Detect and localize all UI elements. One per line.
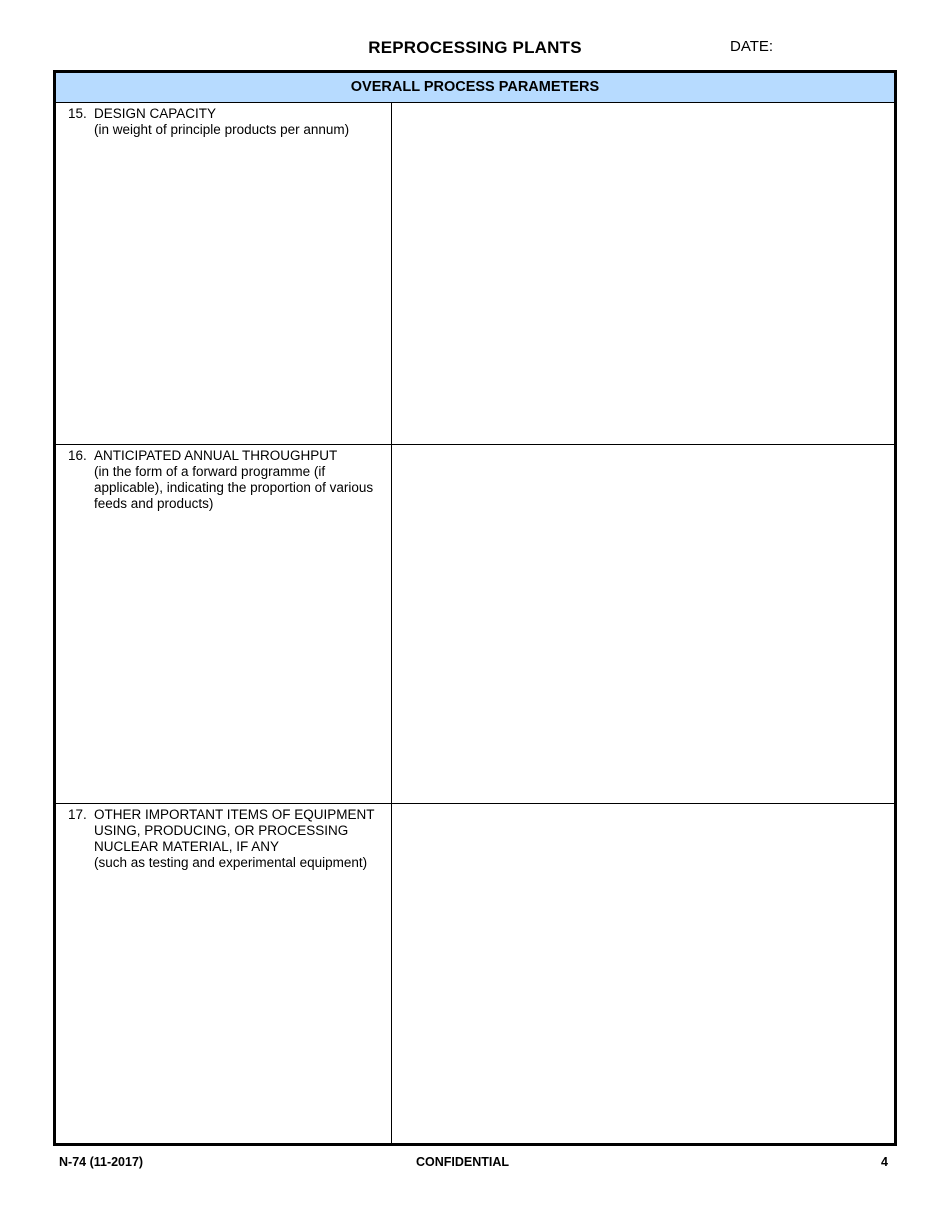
form-row-16 bbox=[56, 445, 894, 804]
item-line: NUCLEAR MATERIAL, IF ANY bbox=[94, 839, 280, 854]
item-label-cell bbox=[56, 804, 392, 1143]
item-label-cell bbox=[56, 103, 392, 444]
item-line: OTHER IMPORTANT ITEMS OF EQUIPMENT bbox=[94, 807, 375, 822]
page-title: REPROCESSING PLANTS bbox=[368, 38, 582, 57]
item-line: ANTICIPATED ANNUAL THROUGHPUT bbox=[94, 448, 338, 463]
form-row-17 bbox=[56, 804, 894, 1143]
process-parameters-table bbox=[53, 70, 897, 1146]
section-header: OVERALL PROCESS PARAMETERS bbox=[56, 73, 894, 103]
other-equipment-answer-field[interactable] bbox=[392, 804, 894, 1143]
item-line: USING, PRODUCING, OR PROCESSING bbox=[94, 823, 349, 838]
item-number: 17. bbox=[68, 807, 87, 822]
classification-label: CONFIDENTIAL bbox=[415, 1155, 510, 1169]
form-id: N-74 (11-2017) bbox=[59, 1155, 144, 1169]
item-line: (such as testing and experimental equipment) bbox=[94, 855, 368, 870]
item-number: 15. bbox=[68, 106, 87, 121]
design-capacity-answer-field[interactable] bbox=[392, 103, 894, 444]
annual-throughput-answer-field[interactable] bbox=[392, 445, 894, 803]
item-line: (in weight of principle products per annum) bbox=[94, 122, 350, 137]
item-description bbox=[94, 807, 392, 871]
page-number: 4 bbox=[881, 1155, 888, 1169]
item-line: DESIGN CAPACITY bbox=[94, 106, 217, 121]
item-description bbox=[94, 448, 392, 512]
item-line: (in the form of a forward programme (if bbox=[94, 464, 326, 479]
item-label-cell bbox=[56, 445, 392, 803]
date-label: DATE: bbox=[730, 38, 774, 55]
form-row-15 bbox=[56, 103, 894, 445]
item-line: feeds and products) bbox=[94, 496, 214, 511]
item-description bbox=[94, 106, 392, 138]
item-line: applicable), indicating the proportion of various bbox=[94, 480, 374, 495]
item-number: 16. bbox=[68, 448, 87, 463]
